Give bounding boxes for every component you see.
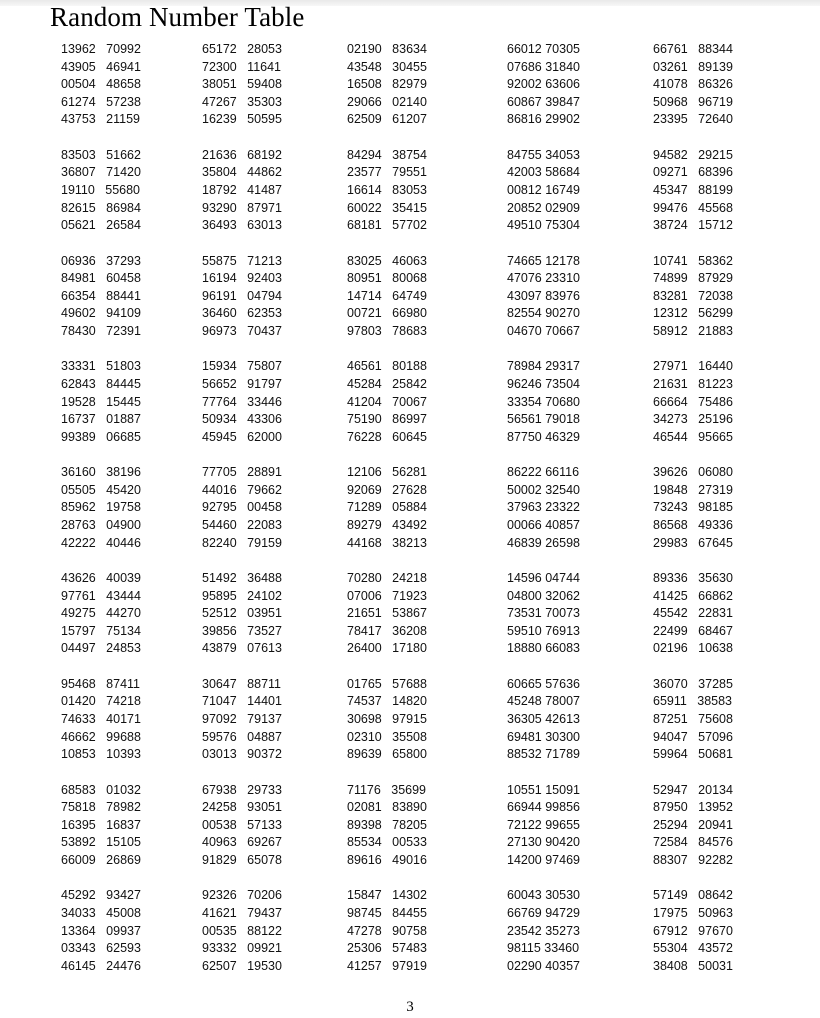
number-group [202,782,282,870]
number-line: 35804 44862 [202,165,282,180]
number-line: 44168 38213 [347,535,427,550]
number-group [202,147,282,235]
number-group [653,782,733,870]
number-line: 14596 04744 [507,571,580,585]
number-line: 62507 19530 [202,958,282,973]
number-line: 04670 70667 [507,323,580,338]
number-line: 73531 70073 [507,606,580,621]
number-line: 52947 20134 [653,782,733,797]
number-line: 45945 62000 [202,429,282,444]
number-line: 96973 70437 [202,323,282,338]
number-line: 72122 99655 [507,817,580,832]
number-line: 69481 30300 [507,729,580,744]
number-line: 87950 13952 [653,800,733,815]
number-line: 84755 34053 [507,147,580,162]
number-line: 78984 29317 [507,359,580,374]
number-line: 43879 07613 [202,641,282,656]
number-group [347,41,427,129]
number-line: 21636 68192 [202,147,282,162]
number-line: 36305 42613 [507,711,580,726]
number-group [507,887,580,975]
number-group [61,358,141,446]
number-group [507,147,580,235]
number-group [202,570,282,658]
number-line: 94047 57096 [653,729,733,744]
number-line: 05505 45420 [61,482,141,497]
number-line: 42222 40446 [61,535,141,550]
number-line: 09271 68396 [653,165,733,180]
number-line: 66012 70305 [507,42,580,56]
number-line: 45347 88199 [653,182,733,197]
number-group [507,570,580,658]
number-line: 57149 08642 [653,888,733,903]
number-line: 41257 97919 [347,958,427,973]
number-line: 30698 97915 [347,711,427,726]
number-line: 66769 94729 [507,905,580,920]
number-line: 38408 50031 [653,958,733,973]
number-group [347,782,427,870]
number-line: 86222 66116 [507,465,580,480]
number-group [507,253,580,341]
number-line: 39856 73527 [202,623,282,638]
number-line: 39626 06080 [653,465,733,480]
number-group [61,41,141,129]
number-line: 27971 16440 [653,359,733,374]
number-line: 95895 24102 [202,588,282,603]
number-line: 66664 75486 [653,394,733,409]
number-line: 92795 00458 [202,500,282,515]
number-line: 87750 46329 [507,429,580,444]
page-number: 3 [406,999,414,1015]
number-block-row [0,782,820,872]
number-line: 98115 33460 [507,941,580,956]
number-line: 10551 15091 [507,782,580,797]
number-line: 38724 15712 [653,218,733,233]
number-line: 49602 94109 [61,306,141,321]
number-line: 68181 57702 [347,218,427,233]
number-line: 51492 36488 [202,571,282,585]
number-line: 03343 62593 [61,941,141,956]
number-line: 42003 58684 [507,165,580,180]
number-line: 45248 78007 [507,694,580,709]
number-line: 46662 99688 [61,729,141,744]
number-group [507,358,580,446]
number-group [61,676,141,764]
number-group [507,464,580,552]
number-line: 30647 88711 [202,676,282,691]
number-line: 67912 97670 [653,923,733,938]
number-line: 85962 19758 [61,500,141,515]
number-line: 36070 37285 [653,676,733,691]
number-line: 52512 03951 [202,606,282,621]
number-group [202,676,282,764]
number-line: 43548 30455 [347,59,427,74]
number-line: 17975 50963 [653,905,733,920]
number-line: 00504 48658 [61,77,141,92]
number-line: 46544 95665 [653,429,733,444]
number-line: 02310 35508 [347,729,427,744]
number-line: 94582 29215 [653,147,733,162]
number-line: 85534 00533 [347,835,427,850]
number-line: 54460 22083 [202,517,282,532]
number-line: 03261 89139 [653,59,733,74]
number-line: 82240 79159 [202,535,282,550]
number-line: 60867 39847 [507,94,580,109]
number-line: 21651 53867 [347,606,427,621]
number-group [202,253,282,341]
number-line: 26400 17180 [347,641,427,656]
number-group [347,253,427,341]
number-line: 20852 02909 [507,200,580,215]
number-group [653,41,733,129]
number-line: 15847 14302 [347,888,427,903]
number-line: 19110 55680 [61,182,141,197]
number-line: 62509 61207 [347,112,427,127]
number-line: 89398 78205 [347,817,427,832]
number-line: 83025 46063 [347,253,427,268]
number-line: 34033 45008 [61,905,141,920]
number-line: 62843 84445 [61,376,141,391]
number-line: 60043 30530 [507,888,580,903]
number-line: 80951 80068 [347,271,427,286]
number-line: 41621 79437 [202,905,282,920]
number-line: 16395 16837 [61,817,141,832]
number-line: 78430 72391 [61,323,141,338]
number-line: 98745 84455 [347,905,427,920]
number-line: 21631 81223 [653,376,733,391]
number-block-row [0,253,820,343]
number-line: 89336 35630 [653,571,733,585]
number-line: 27130 90420 [507,835,580,850]
number-line: 06936 37293 [61,253,141,268]
number-line: 71289 05884 [347,500,427,515]
number-line: 07686 31840 [507,59,580,74]
number-line: 01420 74218 [61,694,141,709]
number-line: 70280 24218 [347,571,427,585]
number-line: 43097 83976 [507,288,580,303]
number-line: 82615 86984 [61,200,141,215]
number-line: 16508 82979 [347,77,427,92]
number-line: 77705 28891 [202,465,282,480]
number-line: 18880 66083 [507,641,580,656]
number-line: 78417 36208 [347,623,427,638]
number-line: 97761 43444 [61,588,141,603]
number-line: 18792 41487 [202,182,282,197]
number-group [653,676,733,764]
number-line: 13962 70992 [61,42,141,56]
number-line: 50002 32540 [507,482,580,497]
number-line: 74899 87929 [653,271,733,286]
number-line: 37963 23322 [507,500,580,515]
number-block-row [0,147,820,237]
number-line: 99476 45568 [653,200,733,215]
number-line: 41078 86326 [653,77,733,92]
number-line: 87251 75608 [653,711,733,726]
number-group [653,887,733,975]
number-line: 92326 70206 [202,888,282,903]
number-line: 19528 15445 [61,394,141,409]
number-line: 83281 72038 [653,288,733,303]
number-group [61,782,141,870]
number-line: 25294 20941 [653,817,733,832]
number-line: 23395 72640 [653,112,733,127]
number-group [61,570,141,658]
number-group [347,887,427,975]
number-line: 14714 64749 [347,288,427,303]
number-line: 95468 87411 [61,676,141,691]
number-line: 59964 50681 [653,747,733,762]
number-line: 00535 88122 [202,923,282,938]
number-line: 58912 21883 [653,323,733,338]
number-line: 47267 35303 [202,94,282,109]
number-line: 16737 01887 [61,412,141,427]
number-line: 02190 83634 [347,42,427,56]
number-group [653,253,733,341]
number-group [507,676,580,764]
number-line: 46145 24476 [61,958,141,973]
number-line: 36493 63013 [202,218,282,233]
number-line: 49275 44270 [61,606,141,621]
number-line: 00066 40857 [507,517,580,532]
number-block-row [0,41,820,131]
number-line: 36160 38196 [61,465,141,480]
number-line: 29066 02140 [347,94,427,109]
number-line: 66944 99856 [507,800,580,815]
number-block-row [0,676,820,766]
number-block-row [0,358,820,448]
number-line: 19848 27319 [653,482,733,497]
number-line: 47076 23310 [507,271,580,286]
number-line: 45284 25842 [347,376,427,391]
number-line: 16194 92403 [202,271,282,286]
number-line: 84294 38754 [347,147,427,162]
number-line: 22499 68467 [653,623,733,638]
number-line: 60022 35415 [347,200,427,215]
number-line: 05621 26584 [61,218,141,233]
number-line: 23542 35273 [507,923,580,938]
number-line: 36460 62353 [202,306,282,321]
number-line: 12106 56281 [347,465,427,480]
number-line: 88532 71789 [507,747,580,762]
number-line: 46839 26598 [507,535,580,550]
number-line: 56652 91797 [202,376,282,391]
number-line: 36807 71420 [61,165,141,180]
number-line: 49510 75304 [507,218,580,233]
number-line: 40963 69267 [202,835,282,850]
number-line: 03013 90372 [202,747,282,762]
number-group [653,147,733,235]
number-line: 13364 09937 [61,923,141,938]
number-line: 92002 63606 [507,77,580,92]
number-line: 74633 40171 [61,711,141,726]
number-line: 60665 57636 [507,676,580,691]
number-group [347,147,427,235]
number-line: 10741 58362 [653,253,733,268]
number-line: 75190 86997 [347,412,427,427]
number-line: 83503 51662 [61,147,141,162]
number-line: 16239 50595 [202,112,282,127]
number-group [61,464,141,552]
number-line: 86816 29902 [507,112,580,127]
number-line: 25306 57483 [347,941,427,956]
number-line: 28763 04900 [61,517,141,532]
number-line: 10853 10393 [61,747,141,762]
number-line: 50934 43306 [202,412,282,427]
number-line: 74537 14820 [347,694,427,709]
number-line: 00812 16749 [507,182,580,197]
number-line: 00721 66980 [347,306,427,321]
number-line: 55875 71213 [202,253,282,268]
number-group [507,41,580,129]
number-block-row [0,570,820,660]
number-line: 75818 78982 [61,800,141,815]
number-line: 76228 60645 [347,429,427,444]
number-line: 15934 75807 [202,359,282,374]
number-line: 23577 79551 [347,165,427,180]
number-group [202,464,282,552]
number-line: 38051 59408 [202,77,282,92]
number-line: 93290 87971 [202,200,282,215]
number-line: 72584 84576 [653,835,733,850]
number-line: 43753 21159 [61,112,141,127]
number-line: 56561 79018 [507,412,580,427]
number-line: 33331 51803 [61,359,141,374]
number-line: 97803 78683 [347,323,427,338]
number-line: 72300 11641 [202,59,282,74]
number-line: 46561 80188 [347,359,427,374]
number-line: 44016 79662 [202,482,282,497]
number-line: 91829 65078 [202,852,282,867]
number-line: 12312 56299 [653,306,733,321]
number-line: 71176 35699 [347,782,427,797]
number-line: 61274 57238 [61,94,141,109]
number-line: 55304 43572 [653,941,733,956]
number-line: 07006 71923 [347,588,427,603]
number-line: 67938 29733 [202,782,282,797]
number-group [202,887,282,975]
number-line: 34273 25196 [653,412,733,427]
number-line: 59576 04887 [202,729,282,744]
number-line: 97092 79137 [202,711,282,726]
number-group [202,358,282,446]
number-block-row [0,464,820,554]
number-block-row [0,887,820,977]
number-line: 04800 32062 [507,588,580,603]
number-line: 68583 01032 [61,782,141,797]
number-line: 00538 57133 [202,817,282,832]
number-group [507,782,580,870]
number-line: 65911 38583 [653,694,733,709]
number-group [653,464,733,552]
number-line: 86568 49336 [653,517,733,532]
number-line: 74665 12178 [507,253,580,268]
number-line: 59510 76913 [507,623,580,638]
number-group [61,147,141,235]
number-group [347,676,427,764]
number-line: 77764 33446 [202,394,282,409]
number-line: 92069 27628 [347,482,427,497]
page-title: Random Number Table [50,2,305,32]
number-line: 50968 96719 [653,94,733,109]
number-group [347,570,427,658]
number-group [61,253,141,341]
number-line: 14200 97469 [507,852,580,867]
number-line: 89639 65800 [347,747,427,762]
number-line: 73243 98185 [653,500,733,515]
number-line: 02290 40357 [507,958,580,973]
number-line: 82554 90270 [507,306,580,321]
number-line: 43626 40039 [61,571,141,585]
number-group [653,570,733,658]
number-line: 53892 15105 [61,835,141,850]
number-line: 71047 14401 [202,694,282,709]
number-line: 89279 43492 [347,517,427,532]
number-line: 15797 75134 [61,623,141,638]
number-line: 02081 83890 [347,800,427,815]
number-line: 41425 66862 [653,588,733,603]
number-line: 02196 10638 [653,641,733,656]
number-line: 16614 83053 [347,182,427,197]
number-line: 24258 93051 [202,800,282,815]
number-line: 66761 88344 [653,42,733,56]
number-line: 66009 26869 [61,852,141,867]
number-line: 45292 93427 [61,888,141,903]
number-line: 66354 88441 [61,288,141,303]
number-line: 01765 57688 [347,676,427,691]
number-line: 96246 73504 [507,376,580,391]
number-line: 43905 46941 [61,59,141,74]
number-group [653,358,733,446]
number-line: 45542 22831 [653,606,733,621]
number-line: 88307 92282 [653,852,733,867]
number-line: 93332 09921 [202,941,282,956]
number-group [347,358,427,446]
number-line: 47278 90758 [347,923,427,938]
number-line: 04497 24853 [61,641,141,656]
number-line: 65172 28053 [202,42,282,56]
number-line: 96191 04794 [202,288,282,303]
number-group [347,464,427,552]
number-line: 84981 60458 [61,271,141,286]
number-line: 33354 70680 [507,394,580,409]
number-group [61,887,141,975]
number-line: 89616 49016 [347,852,427,867]
number-line: 29983 67645 [653,535,733,550]
number-line: 99389 06685 [61,429,141,444]
number-group [202,41,282,129]
number-line: 41204 70067 [347,394,427,409]
